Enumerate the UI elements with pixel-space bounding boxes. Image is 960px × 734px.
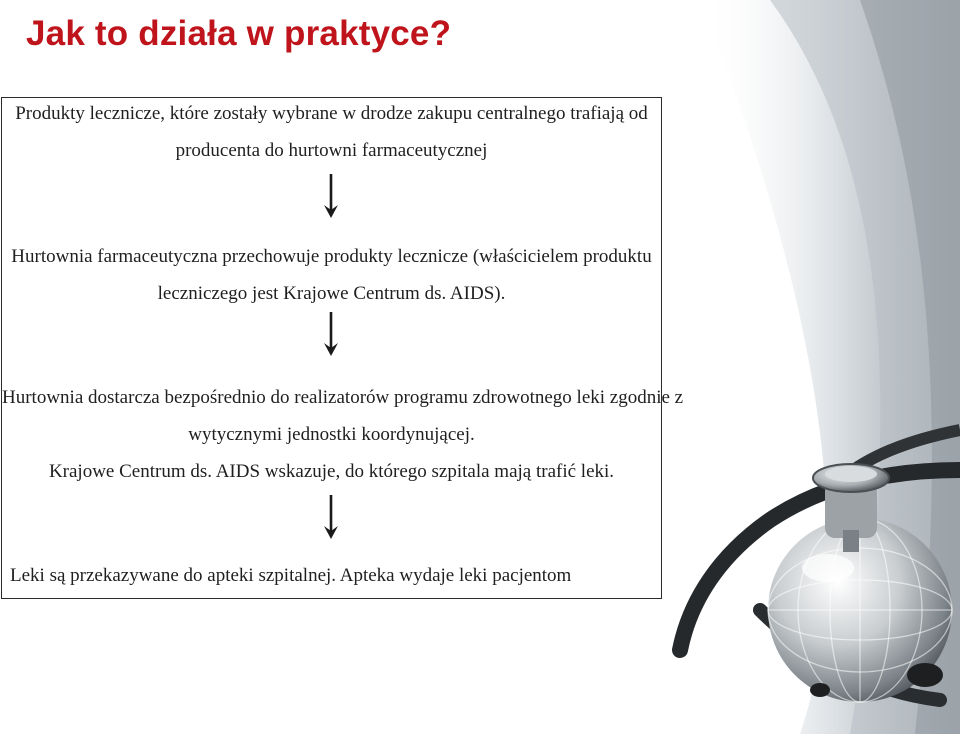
flow-step-1-line-2: producenta do hurtowni farmaceutycznej bbox=[175, 140, 488, 161]
slide-title: Jak to działa w praktyce? bbox=[26, 14, 452, 53]
down-arrow-icon bbox=[321, 310, 341, 358]
flow-step-3 bbox=[2, 379, 684, 490]
down-arrow-icon bbox=[321, 172, 341, 220]
flow-step-3-line-3: Krajowe Centrum ds. AIDS wskazuje, do którego szpitala mają trafić leki. bbox=[48, 461, 615, 482]
flow-step-1 bbox=[2, 95, 661, 169]
flow-step-2-line-2: leczniczego jest Krajowe Centrum ds. AIDS). bbox=[157, 283, 506, 304]
flow-diagram-box bbox=[1, 97, 684, 599]
flow-step-2 bbox=[2, 238, 661, 312]
flow-step-1-line-1: Produkty lecznicze, które zostały wybrane w drodze zakupu centralnego trafiają od bbox=[15, 103, 648, 124]
flow-step-4-line-1: Leki są przekazywane do apteki szpitalnej. Apteka wydaje leki pacjentom bbox=[10, 565, 572, 586]
flow-step-3-line-1: Hurtownia dostarcza bezpośrednio do realizatorów programu zdrowotnego leki zgodnie z bbox=[2, 387, 684, 408]
flow-step-2-line-1: Hurtownia farmaceutyczna przechowuje produkty lecznicze (właścicielem produktu bbox=[11, 246, 652, 267]
flow-step-4 bbox=[2, 557, 661, 594]
down-arrow-icon bbox=[321, 493, 341, 541]
flow-step-3-line-2: wytycznymi jednostki koordynującej. bbox=[188, 424, 475, 445]
